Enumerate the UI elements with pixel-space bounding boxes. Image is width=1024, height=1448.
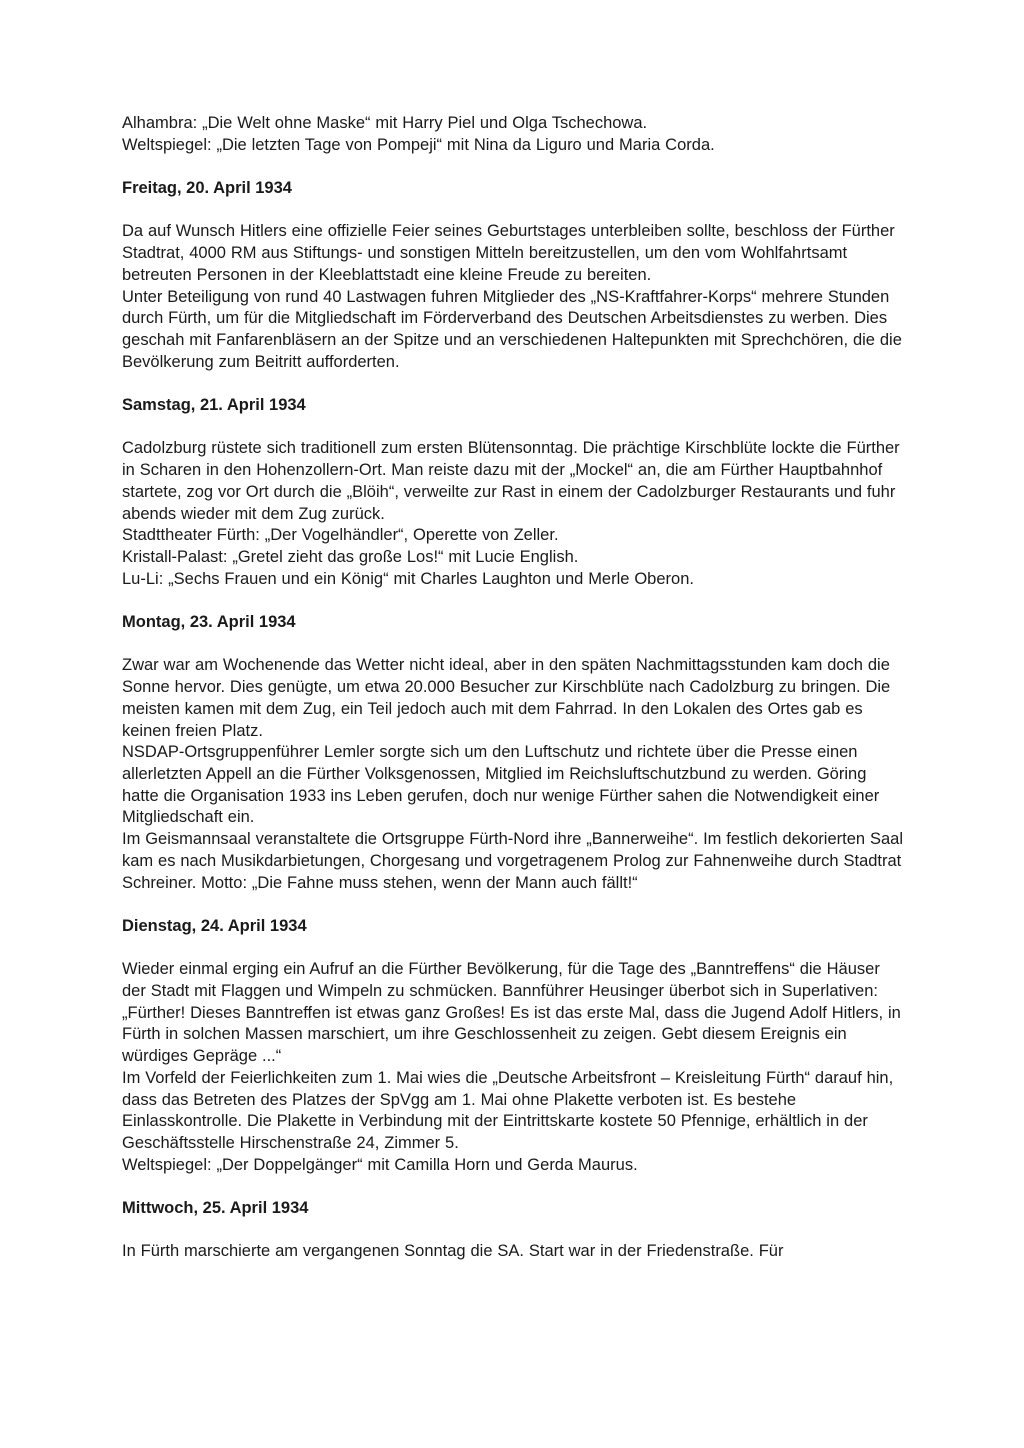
section-heading: Mittwoch, 25. April 1934 [122,1199,309,1218]
section-heading: Montag, 23. April 1934 [122,613,296,632]
paragraph: Wieder einmal erging ein Aufruf an die Fürther Bevölkerung, für die Tage des „Banntreffens“ die Häuser der Stadt mit Flaggen und Wimpeln zu schmücken. Bannführer Heusinger überbot sich in Superlativen: „Fürther! Dieses Banntreffen ist etwas ganz Großes! Es ist das erste Mal, dass die Jugend Adolf Hitlers, in Fürth in solchen Massen marschiert, um ihre Geschlossenheit zu zeigen. Gebt diesem Ereignis ein würdiges Gepräge ...“ [122,960,901,1066]
paragraph: Da auf Wunsch Hitlers eine offizielle Feier seines Geburtstages unterbleiben sollte, beschloss der Fürther Stadtrat, 4000 RM aus Stiftungs- und sonstigen Mitteln bereitzustellen, um den vom Wohlfahrtsamt betreuten Personen in der Kleeblattstadt eine kleine Freude zu bereiten. [122,222,895,284]
paragraph: Lu-Li: „Sechs Frauen und ein König“ mit Charles Laughton und Merle Oberon. [122,569,694,588]
section-heading: Dienstag, 24. April 1934 [122,916,307,935]
paragraph: Weltspiegel: „Die letzten Tage von Pompeji“ mit Nina da Liguro und Maria Corda. [122,135,715,154]
paragraph: Unter Beteiligung von rund 40 Lastwagen fuhren Mitglieder des „NS-Kraftfahrer-Korps“ mehrere Stunden durch Fürth, um für die Mitgliedschaft im Förderverband des Deutschen Arbeitsdienstes zu werben. Dies geschah mit Fanfarenbläsern an der Spitze und an verschiedenen Haltepunkten mit Sprechchören, die die Bevölkerung zum Beitritt aufforderten. [122,287,902,371]
document-body [122,113,904,1263]
paragraph: Kristall-Palast: „Gretel zieht das große Los!“ mit Lucie English. [122,548,579,566]
section-heading: Samstag, 21. April 1934 [122,396,306,415]
paragraph: Cadolzburg rüstete sich traditionell zum ersten Blütensonntag. Die prächtige Kirschblüte lockte die Fürther in Scharen in den Hohenzollern-Ort. Man reiste dazu mit der „Mockel“ an, die am Fürther Hauptbahnhof startete, zog vor Ort durch die „Blöih“, verweilte zur Rast in einem der Cadolzburger Restaurants und fuhr abends wieder mit dem Zug zurück. [122,439,900,523]
paragraph: Weltspiegel: „Der Doppelgänger“ mit Camilla Horn und Gerda Maurus. [122,1155,638,1174]
section-heading: Freitag, 20. April 1934 [122,179,292,198]
paragraph: In Fürth marschierte am vergangenen Sonntag die SA. Start war in der Friedenstraße. Für [122,1242,784,1261]
paragraph: Im Vorfeld der Feierlichkeiten zum 1. Mai wies die „Deutsche Arbeitsfront – Kreisleitung Fürth“ darauf hin, dass das Betreten des Platzes der SpVgg am 1. Mai ohne Plakette verboten ist. Es bestehe Einlasskontrolle. Die Plakette in Verbindung mit der Eintrittskarte kostete 50 Pfennige, erhältlich in der Geschäftsstelle Hirschenstraße 24, Zimmer 5. [122,1068,894,1152]
paragraph: Zwar war am Wochenende das Wetter nicht ideal, aber in den späten Nachmittagsstunden kam doch die Sonne hervor. Dies genügte, um etwa 20.000 Besucher zur Kirschblüte nach Cadolzburg zu bringen. Die meisten kamen mit dem Zug, ein Teil jedoch auch mit dem Fahrrad. In den Lokalen des Ortes gab es keinen freien Platz. [122,656,891,740]
paragraph: Im Geismannsaal veranstaltete die Ortsgruppe Fürth-Nord ihre „Bannerweihe“. Im festlich dekorierten Saal kam es nach Musikdarbietungen, Chorgesang und vorgetragenem Prolog zur Fahnenweihe durch Stadtrat Schreiner. Motto: „Die Fahne muss stehen, wenn der Mann auch fällt!“ [122,830,903,892]
paragraph: Stadttheater Fürth: „Der Vogelhändler“, Operette von Zeller. [122,526,559,545]
paragraph: Alhambra: „Die Welt ohne Maske“ mit Harry Piel und Olga Tschechowa. [122,114,648,132]
paragraph: NSDAP-Ortsgruppenführer Lemler sorgte sich um den Luftschutz und richtete über die Presse einen allerletzten Appell an die Fürther Volksgenossen, Mitglied im Reichsluftschutzbund zu werden. Göring hatte die Organisation 1933 ins Leben gerufen, doch nur wenige Fürther sahen die Notwendigkeit einer Mitgliedschaft ein. [122,743,880,827]
